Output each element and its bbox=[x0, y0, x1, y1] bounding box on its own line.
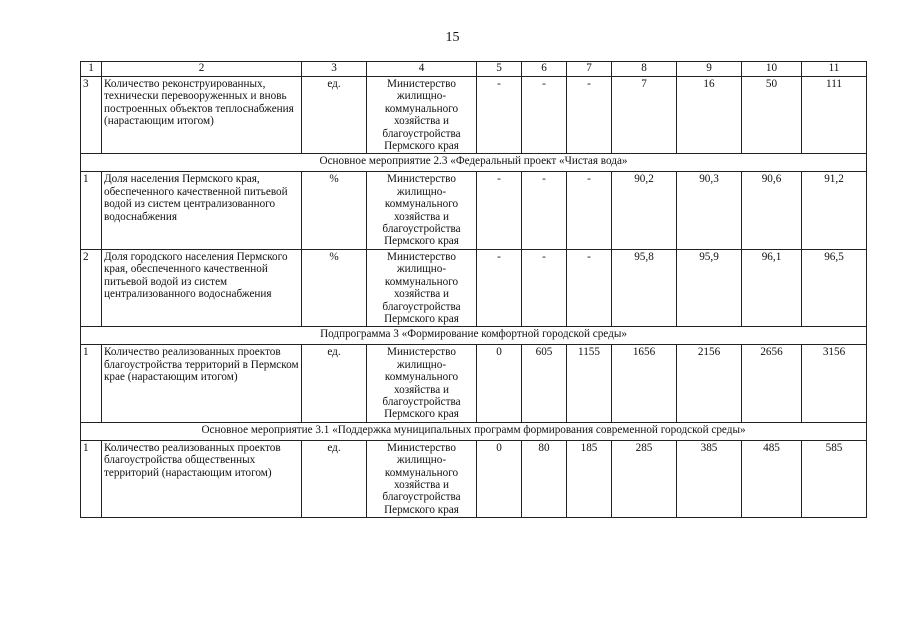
indicator-value: 2156 bbox=[677, 345, 742, 422]
indicator-row bbox=[81, 440, 867, 517]
indicator-value: 90,2 bbox=[612, 172, 677, 249]
indicator-value: 90,3 bbox=[677, 172, 742, 249]
indicator-value: 7 bbox=[612, 77, 677, 154]
column-number-cell: 10 bbox=[742, 62, 802, 77]
indicator-value: 0 bbox=[477, 440, 522, 517]
indicator-value: - bbox=[567, 172, 612, 249]
indicator-value: 1155 bbox=[567, 345, 612, 422]
column-number-cell: 6 bbox=[522, 62, 567, 77]
indicator-value: 485 bbox=[742, 440, 802, 517]
section-heading: Основное мероприятие 2.3 «Федеральный проект «Чистая вода» bbox=[81, 154, 867, 172]
responsible-body: Министерство жилищно-коммунального хозяйства и благоустройства Пермского края bbox=[367, 172, 477, 249]
indicator-name: Количество реализованных проектов благоустройства общественных территорий (нарастающим итогом) bbox=[102, 440, 302, 517]
indicator-unit: % bbox=[302, 172, 367, 249]
column-number-cell: 8 bbox=[612, 62, 677, 77]
column-number-row bbox=[81, 62, 867, 77]
indicator-row bbox=[81, 77, 867, 154]
indicator-value: - bbox=[477, 249, 522, 326]
indicator-value: 1656 bbox=[612, 345, 677, 422]
column-number-cell: 9 bbox=[677, 62, 742, 77]
indicator-name: Доля населения Пермского края, обеспеченного качественной питьевой водой из систем централизованного водоснабжения bbox=[102, 172, 302, 249]
indicator-value: 111 bbox=[802, 77, 867, 154]
indicator-unit: ед. bbox=[302, 440, 367, 517]
indicator-number: 2 bbox=[81, 249, 102, 326]
responsible-body: Министерство жилищно-коммунального хозяйства и благоустройства Пермского края bbox=[367, 345, 477, 422]
indicator-value: - bbox=[477, 172, 522, 249]
indicator-value: 16 bbox=[677, 77, 742, 154]
indicator-value: 0 bbox=[477, 345, 522, 422]
indicator-row bbox=[81, 249, 867, 326]
indicator-value: 285 bbox=[612, 440, 677, 517]
column-number-cell: 5 bbox=[477, 62, 522, 77]
indicator-value: 3156 bbox=[802, 345, 867, 422]
indicator-unit: ед. bbox=[302, 345, 367, 422]
indicator-value: 90,6 bbox=[742, 172, 802, 249]
indicator-value: 80 bbox=[522, 440, 567, 517]
indicator-unit: ед. bbox=[302, 77, 367, 154]
column-number-cell: 2 bbox=[102, 62, 302, 77]
page-number: 15 bbox=[445, 30, 460, 45]
column-number-cell: 4 bbox=[367, 62, 477, 77]
indicator-value: 605 bbox=[522, 345, 567, 422]
indicator-number: 1 bbox=[81, 172, 102, 249]
indicator-value: 2656 bbox=[742, 345, 802, 422]
indicator-name: Доля городского населения Пермского края, обеспеченного качественной питьевой водой из систем централизованного водоснабжения bbox=[102, 249, 302, 326]
indicator-value: 385 bbox=[677, 440, 742, 517]
column-number-cell: 1 bbox=[81, 62, 102, 77]
indicator-row bbox=[81, 345, 867, 422]
indicator-value: - bbox=[522, 249, 567, 326]
indicator-value: - bbox=[522, 172, 567, 249]
indicator-unit: % bbox=[302, 249, 367, 326]
indicator-name: Количество реализованных проектов благоустройства территорий в Пермском крае (нарастающим итогом) bbox=[102, 345, 302, 422]
indicator-number: 1 bbox=[81, 345, 102, 422]
section-heading: Подпрограмма 3 «Формирование комфортной городской среды» bbox=[81, 327, 867, 345]
indicators-table bbox=[80, 61, 867, 518]
column-number-cell: 7 bbox=[567, 62, 612, 77]
indicator-value: 50 bbox=[742, 77, 802, 154]
indicator-row bbox=[81, 172, 867, 249]
indicator-value: - bbox=[522, 77, 567, 154]
section-heading-row bbox=[81, 327, 867, 345]
indicator-value: 91,2 bbox=[802, 172, 867, 249]
indicator-value: 95,8 bbox=[612, 249, 677, 326]
indicator-name: Количество реконструированных, технически перевооруженных и вновь построенных объектов теплоснабжения (нарастающим итогом) bbox=[102, 77, 302, 154]
column-number-cell: 3 bbox=[302, 62, 367, 77]
responsible-body: Министерство жилищно-коммунального хозяйства и благоустройства Пермского края bbox=[367, 77, 477, 154]
indicator-value: 95,9 bbox=[677, 249, 742, 326]
indicator-value: 585 bbox=[802, 440, 867, 517]
responsible-body: Министерство жилищно-коммунального хозяйства и благоустройства Пермского края bbox=[367, 249, 477, 326]
column-number-cell: 11 bbox=[802, 62, 867, 77]
indicator-value: 96,5 bbox=[802, 249, 867, 326]
indicator-value: 96,1 bbox=[742, 249, 802, 326]
indicator-number: 3 bbox=[81, 77, 102, 154]
responsible-body: Министерство жилищно-коммунального хозяйства и благоустройства Пермского края bbox=[367, 440, 477, 517]
indicator-number: 1 bbox=[81, 440, 102, 517]
indicator-value: 185 bbox=[567, 440, 612, 517]
indicator-value: - bbox=[567, 249, 612, 326]
section-heading: Основное мероприятие 3.1 «Поддержка муниципальных программ формирования современной городской среды» bbox=[81, 422, 867, 440]
section-heading-row bbox=[81, 154, 867, 172]
indicator-value: - bbox=[567, 77, 612, 154]
section-heading-row bbox=[81, 422, 867, 440]
indicator-value: - bbox=[477, 77, 522, 154]
